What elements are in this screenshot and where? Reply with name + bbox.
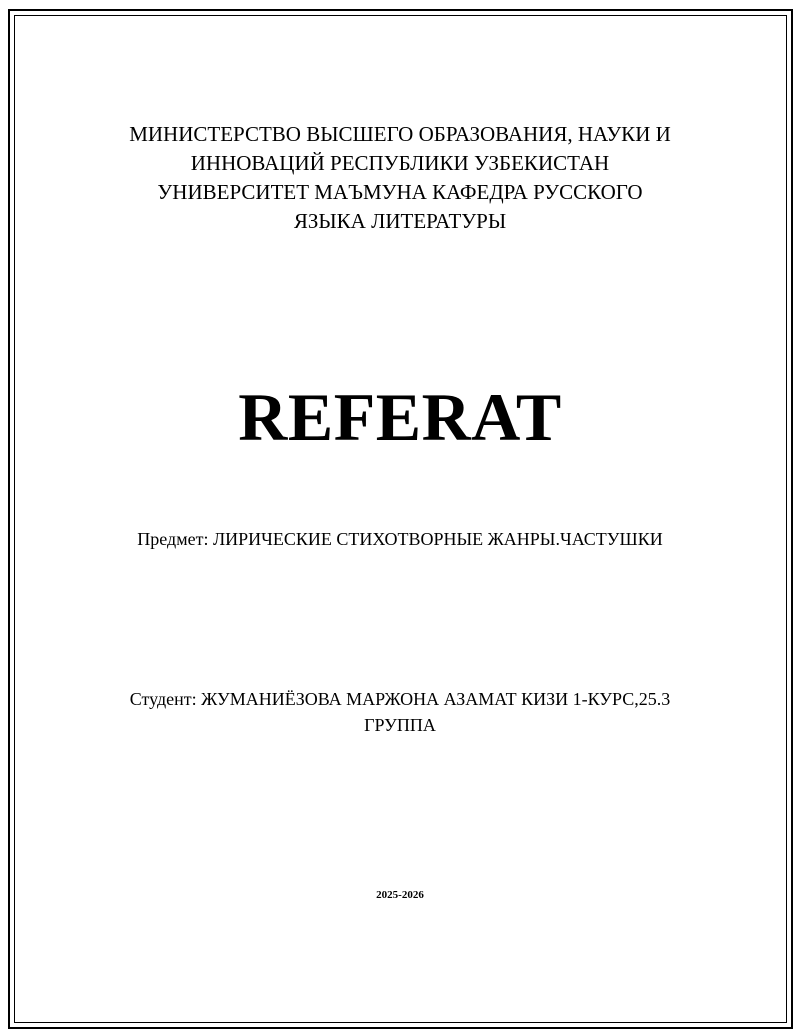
student-info-line: ГРУППА [364,715,436,735]
institution-header [0,120,800,236]
student-info-line: Студент: ЖУМАНИЁЗОВА МАРЖОНА АЗАМАТ КИЗИ 1-КУРС,25.3 [129,689,671,709]
institution-header-line: УНИВЕРСИТЕТ МАЪМУНА КАФЕДРА РУССКОГО [157,180,643,204]
academic-year: 2025-2026 [376,889,424,901]
institution-header-line: МИНИСТЕРСТВО ВЫСШЕГО ОБРАЗОВАНИЯ, НАУКИ И [129,122,671,146]
subject-line: Предмет: ЛИРИЧЕСКИЕ СТИХОТВОРНЫЕ ЖАНРЫ.ЧАСТУШКИ [137,529,663,549]
document-title: REFERAT [238,379,562,455]
institution-header-line: ЯЗЫКА ЛИТЕРАТУРЫ [293,209,507,233]
institution-header-line: ИННОВАЦИЙ РЕСПУБЛИКИ УЗБЕКИСТАН [190,151,610,175]
student-info [0,686,800,738]
